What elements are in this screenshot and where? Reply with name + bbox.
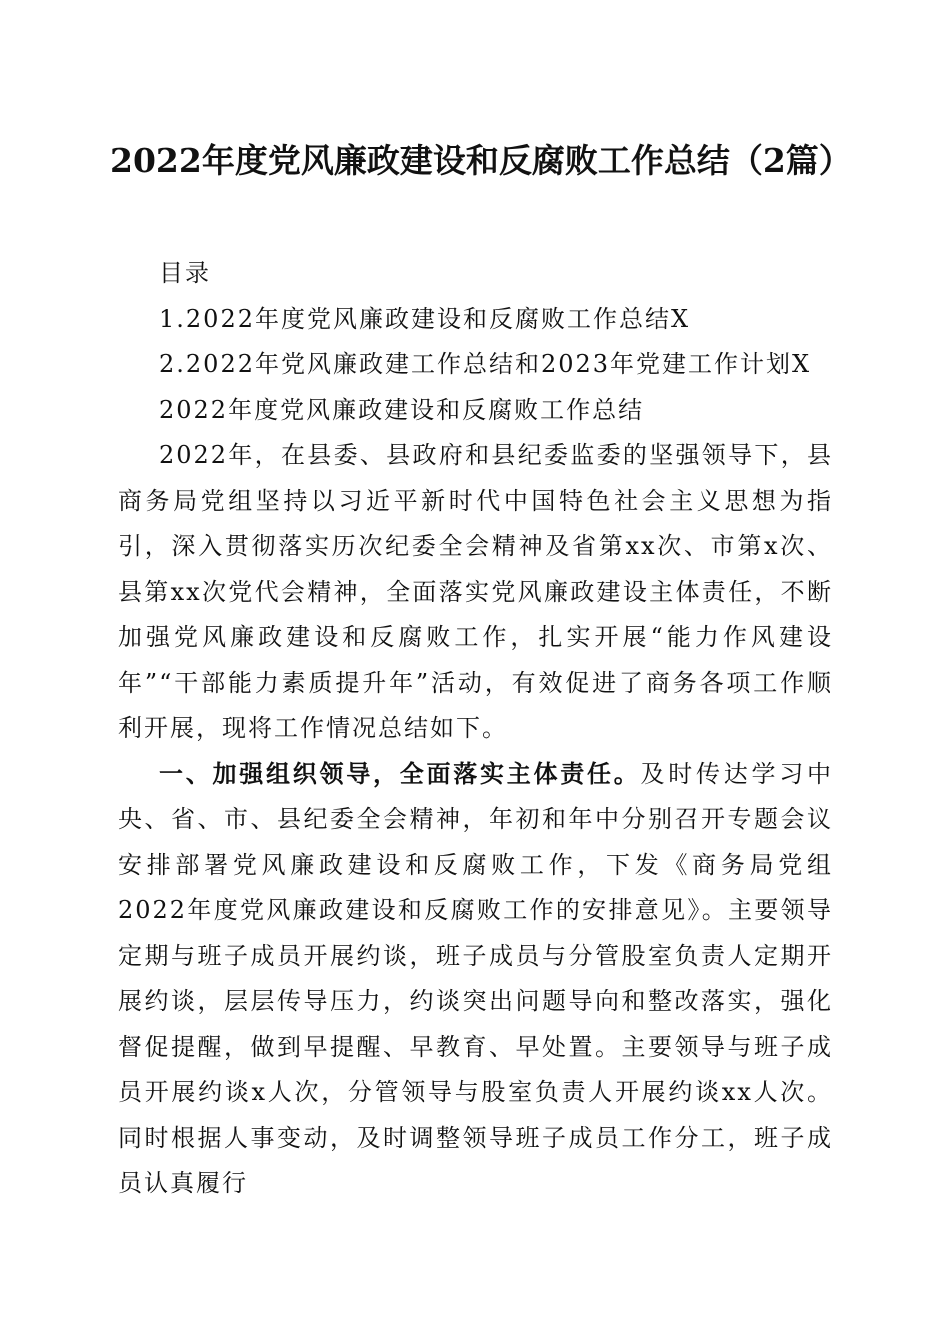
toc-item-1: 1.2022年度党风廉政建设和反腐败工作总结X [159,304,691,333]
intro-paragraph: 2022年，在县委、县政府和县纪委监委的坚强领导下，县商务局党组坚持以习近平新时代中国特色社会主义思想为指引，深入贯彻落实历次纪委全会精神及省第xx次、市第x次、县第xx次党代会精神，全面落实党风廉政建设主体责任，不断加强党风廉政建设和反腐败工作，扎实开展“能力作风建设年”“干部能力素质提升年”活动，有效促进了商务各项工作顺利开展，现将工作情况总结如下。 [118,441,833,742]
section-title: 2022年度党风廉政建设和反腐败工作总结 [159,395,645,424]
toc-heading: 目录 [159,259,211,287]
paragraph-1-lead: 一、加强组织领导，全面落实主体责任。 [159,759,641,788]
document-body [118,251,833,1207]
paragraph-1 [118,752,833,1207]
paragraph-1-text: 及时传达学习中央、省、市、县纪委全会精神，年初和年中分别召开专题会议安排部署党风廉政建设和反腐败工作，下发《商务局党组2022年度党风廉政建设和反腐败工作的安排意见》。主要领导定期与班子成员开展约谈，班子成员与分管股室负责人定期开展约谈，层层传导压力，约谈突出问题导向和整改落实，强化督促提醒，做到早提醒、早教育、早处置。主要领导与班子成员开展约谈x人次，分管领导与股室负责人开展约谈xx人次。同时根据人事变动，及时调整领导班子成员工作分工，班子成员认真履行 [118,759,833,1197]
toc-item-2: 2.2022年党风廉政建工作总结和2023年党建工作计划X [159,350,812,378]
document-title: 2022年度党风廉政建设和反腐败工作总结（2篇） [110,141,852,180]
